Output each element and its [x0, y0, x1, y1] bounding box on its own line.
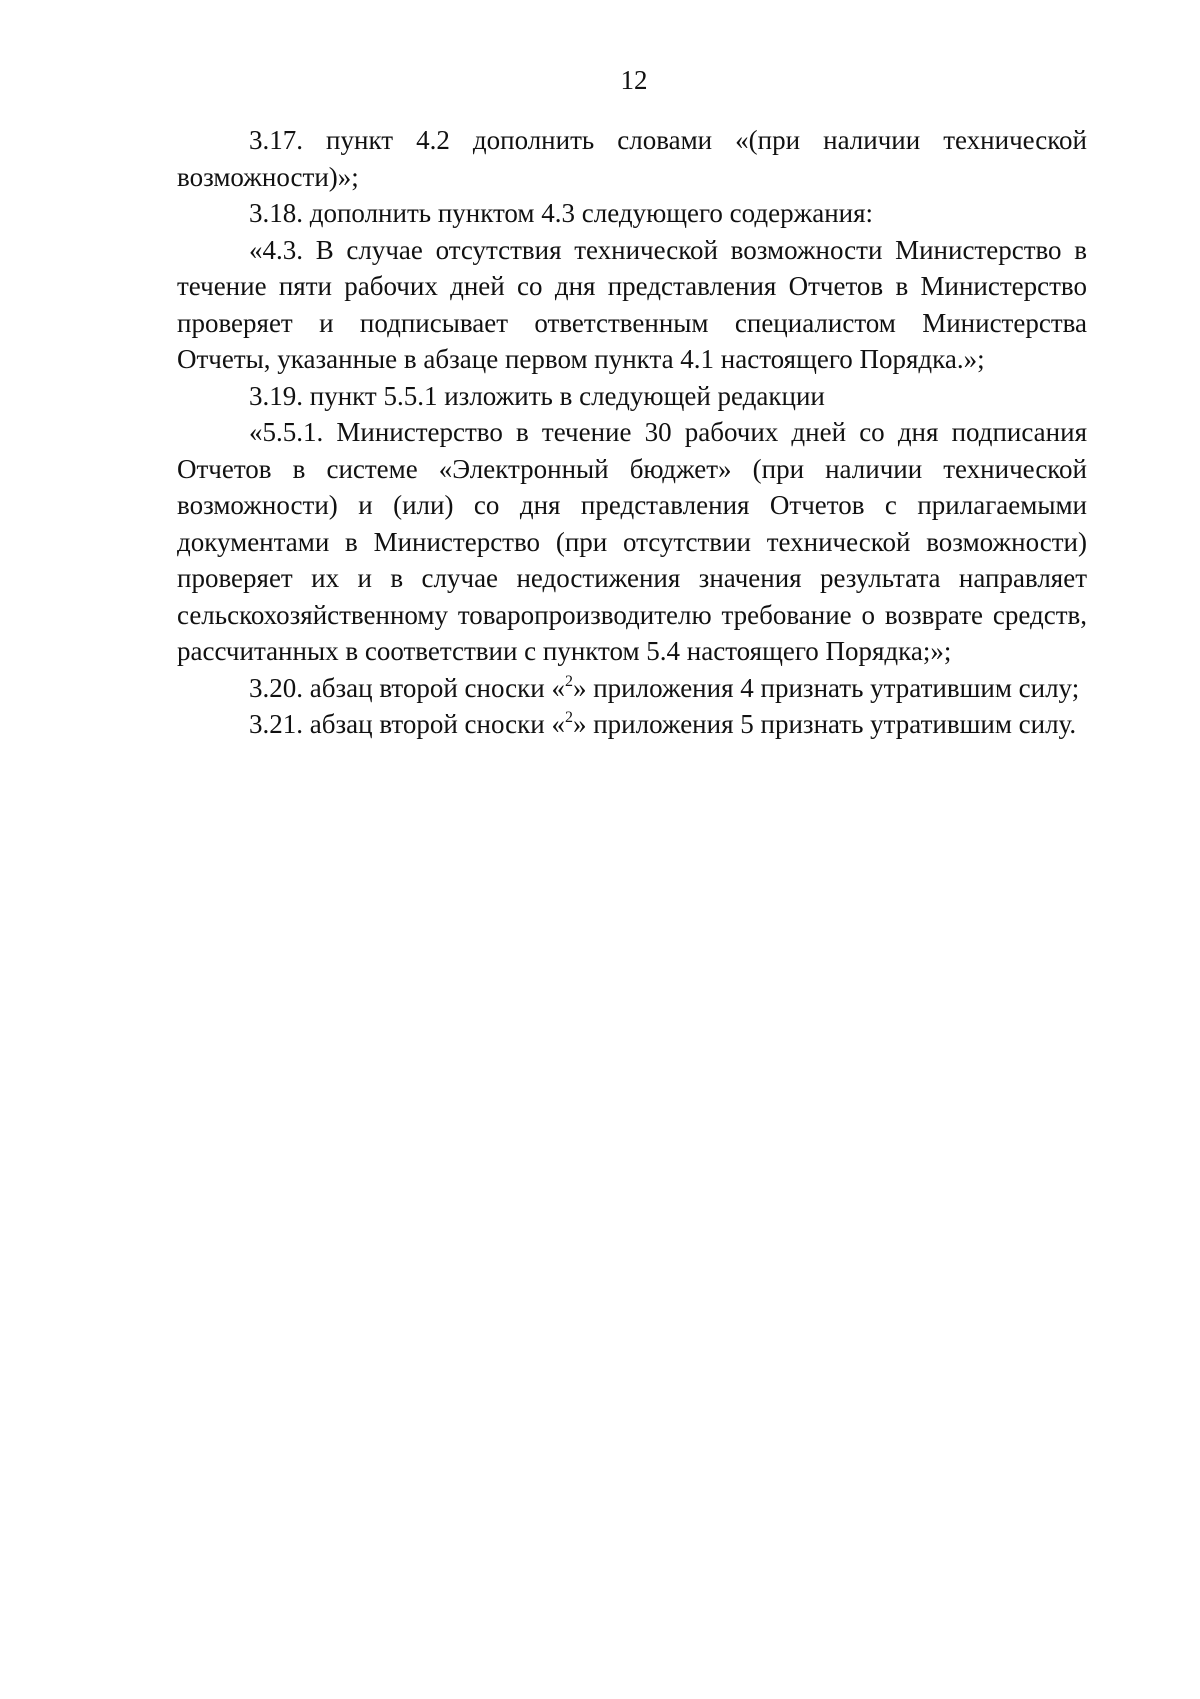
paragraph-5-5-1-quote: «5.5.1. Министерство в течение 30 рабочих дней со дня подписания Отчетов в системе «Электронный бюджет» (при наличии технической возможности) и (или) со дня представления Отчетов с прилагаемыми документами в Министерство (при отсутствии технической возможности) проверяет их и в случае недостижения значения результата направляет сельскохозяйственному товаропроизводителю требование о возврате средств, рассчитанных в соответствии с пунктом 5.4 настоящего Порядка;»;	[177, 417, 1087, 666]
paragraph-3-21-after: » приложения 5 признать утратившим силу.	[572, 709, 1077, 739]
paragraph-3-20-after: » приложения 4 признать утратившим силу;	[572, 672, 1080, 703]
paragraph-3-21-before: 3.21. абзац второй сноски «	[249, 709, 565, 739]
paragraph-3-18: 3.18. дополнить пунктом 4.3 следующего содержания:	[249, 198, 874, 228]
paragraph-4-3-quote: «4.3. В случае отсутствия технической возможности Министерство в течение пяти рабочих дней со дня представления Отчетов в Министерство проверяет и подписывает ответственным специалистом Министерства Отчеты, указанные в абзаце первом пункта 4.1 настоящего Порядка.»;	[177, 234, 1087, 374]
paragraph-3-17: 3.17. пункт 4.2 дополнить словами «(при наличии технической возможности)»;	[177, 125, 1087, 192]
paragraph-3-19: 3.19. пункт 5.5.1 изложить в следующей редакции	[249, 380, 825, 411]
paragraph-3-20-before: 3.20. абзац второй сноски «	[249, 672, 565, 703]
footnote-reference: 2	[564, 672, 573, 690]
page-number: 12	[620, 65, 648, 95]
paragraph-3-21	[177, 706, 1087, 743]
footnote-reference: 2	[564, 709, 573, 726]
document-body	[177, 122, 1087, 743]
paragraph-3-20	[177, 670, 1087, 707]
